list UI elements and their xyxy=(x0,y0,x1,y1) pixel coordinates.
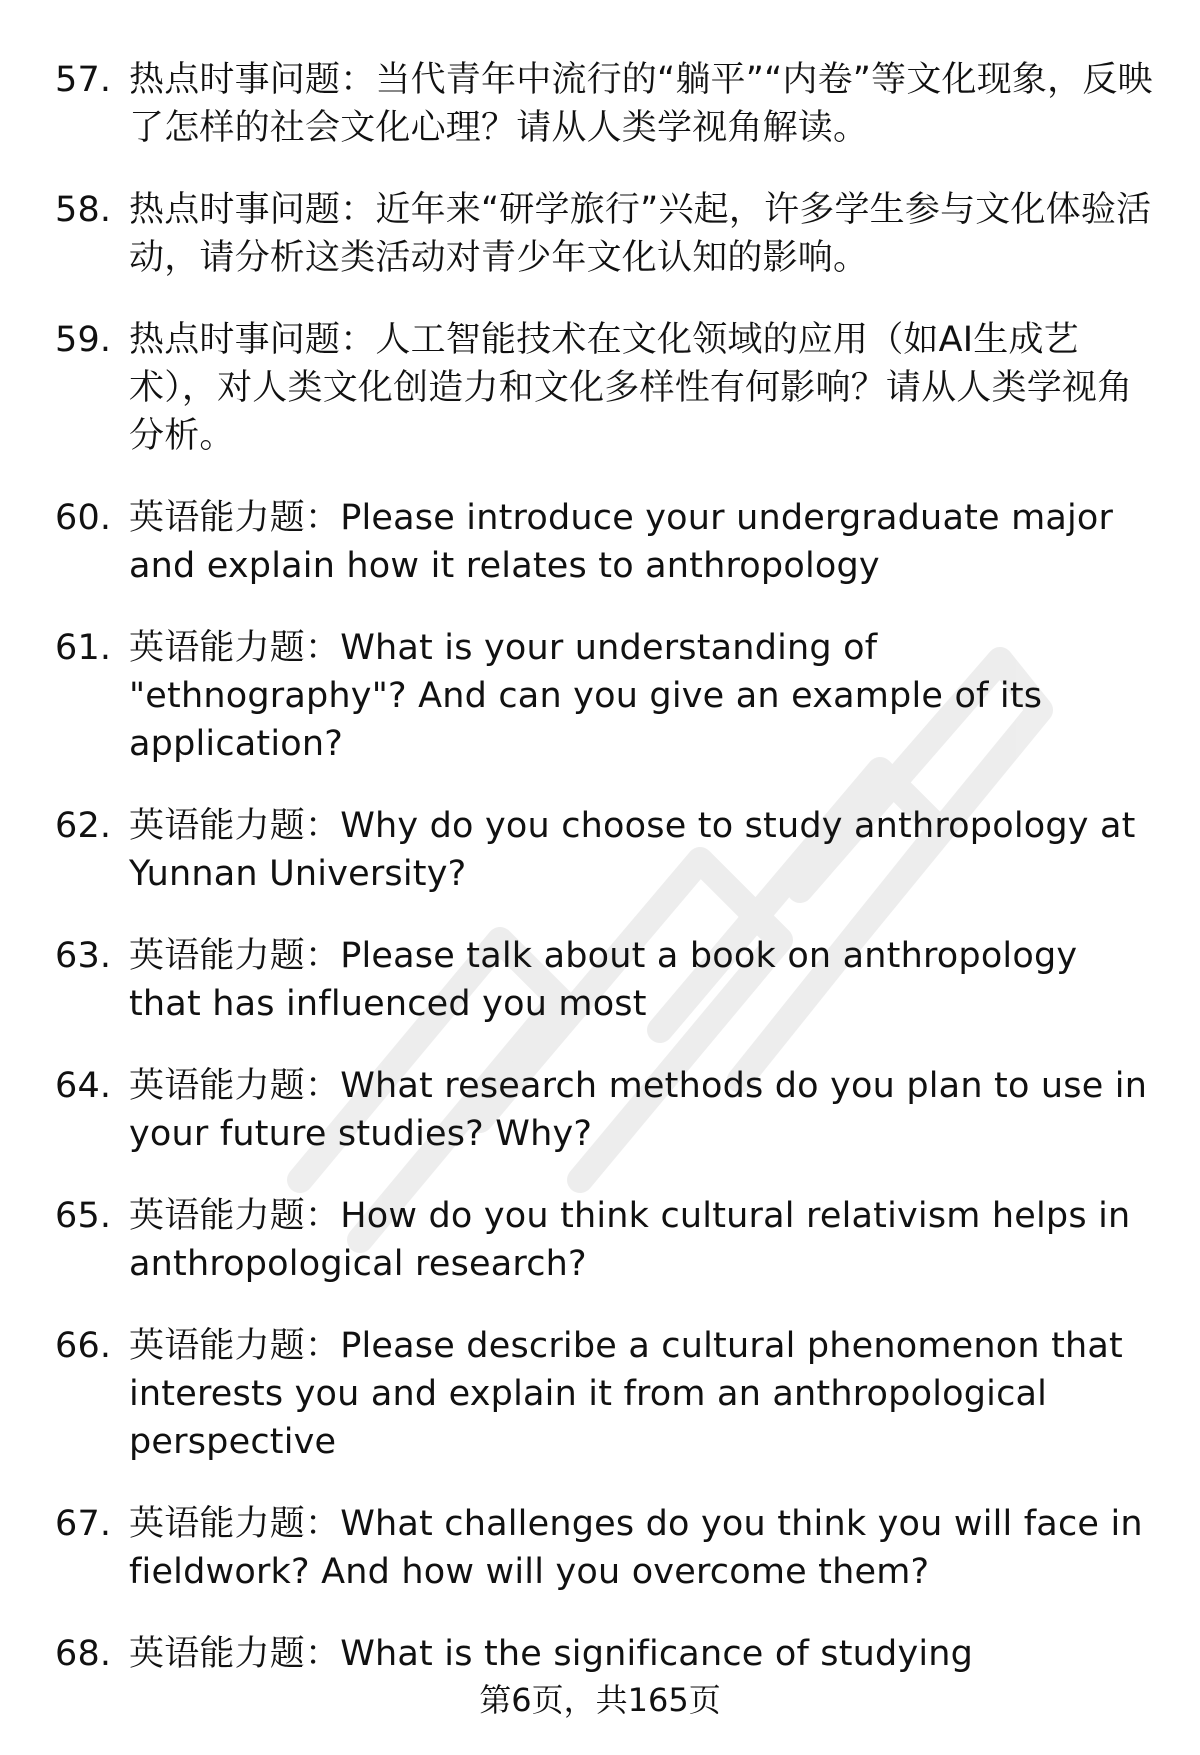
question-text: 英语能力题：How do you think cultural relativism helps in anthropological research? xyxy=(129,1196,1131,1284)
question-item-62 xyxy=(55,802,1155,898)
question-item-67 xyxy=(55,1500,1155,1596)
question-number: 68. xyxy=(55,1634,112,1674)
question-number: 65. xyxy=(55,1196,112,1236)
question-text: 热点时事问题：近年来“研学旅行”兴起，许多学生参与文化体验活动，请分析这类活动对青少年文化认知的影响。 xyxy=(129,190,1152,278)
question-text: 英语能力题：Please talk about a book on anthropology that has influenced you most xyxy=(129,936,1078,1024)
question-text: 热点时事问题：人工智能技术在文化领域的应用（如AI生成艺术），对人类文化创造力和文化多样性有何影响？请从人类学视角分析。 xyxy=(129,320,1133,456)
question-number: 57. xyxy=(55,60,112,100)
question-item-68 xyxy=(55,1630,1155,1678)
question-item-59 xyxy=(55,316,1155,460)
question-number: 60. xyxy=(55,498,112,538)
question-item-58 xyxy=(55,186,1155,282)
question-text: 热点时事问题：当代青年中流行的“躺平”“内卷”等文化现象，反映了怎样的社会文化心理？请从人类学视角解读。 xyxy=(129,60,1153,148)
question-list xyxy=(55,56,1155,1712)
question-item-57 xyxy=(55,56,1155,152)
question-item-64 xyxy=(55,1062,1155,1158)
question-number: 66. xyxy=(55,1326,112,1366)
question-text: 英语能力题：Please introduce your undergraduate major and explain how it relates to anthropology xyxy=(129,498,1114,586)
question-text: 英语能力题：Please describe a cultural phenomenon that interests you and explain it from an anthropological perspective xyxy=(129,1326,1123,1462)
question-item-60 xyxy=(55,494,1155,590)
question-number: 63. xyxy=(55,936,112,976)
question-text: 英语能力题：What research methods do you plan to use in your future studies? Why? xyxy=(129,1066,1148,1154)
question-number: 58. xyxy=(55,190,112,230)
question-number: 64. xyxy=(55,1066,112,1106)
question-text: 英语能力题：What is your understanding of "ethnography"? And can you give an example of its application? xyxy=(129,628,1043,764)
question-text: 英语能力题：What challenges do you think you will face in fieldwork? And how will you overcome them? xyxy=(129,1504,1143,1592)
question-text: 英语能力题：Why do you choose to study anthropology at Yunnan University? xyxy=(129,806,1136,894)
question-item-65 xyxy=(55,1192,1155,1288)
question-number: 61. xyxy=(55,628,112,668)
question-number: 59. xyxy=(55,320,112,360)
question-item-63 xyxy=(55,932,1155,1028)
page-footer xyxy=(0,1678,1200,1722)
question-number: 67. xyxy=(55,1504,112,1544)
question-number: 62. xyxy=(55,806,112,846)
question-item-66 xyxy=(55,1322,1155,1466)
question-item-61 xyxy=(55,624,1155,768)
question-text: 英语能力题：What is the significance of studying xyxy=(129,1634,974,1674)
page-number-label: 第6页，共165页 xyxy=(479,1681,721,1719)
